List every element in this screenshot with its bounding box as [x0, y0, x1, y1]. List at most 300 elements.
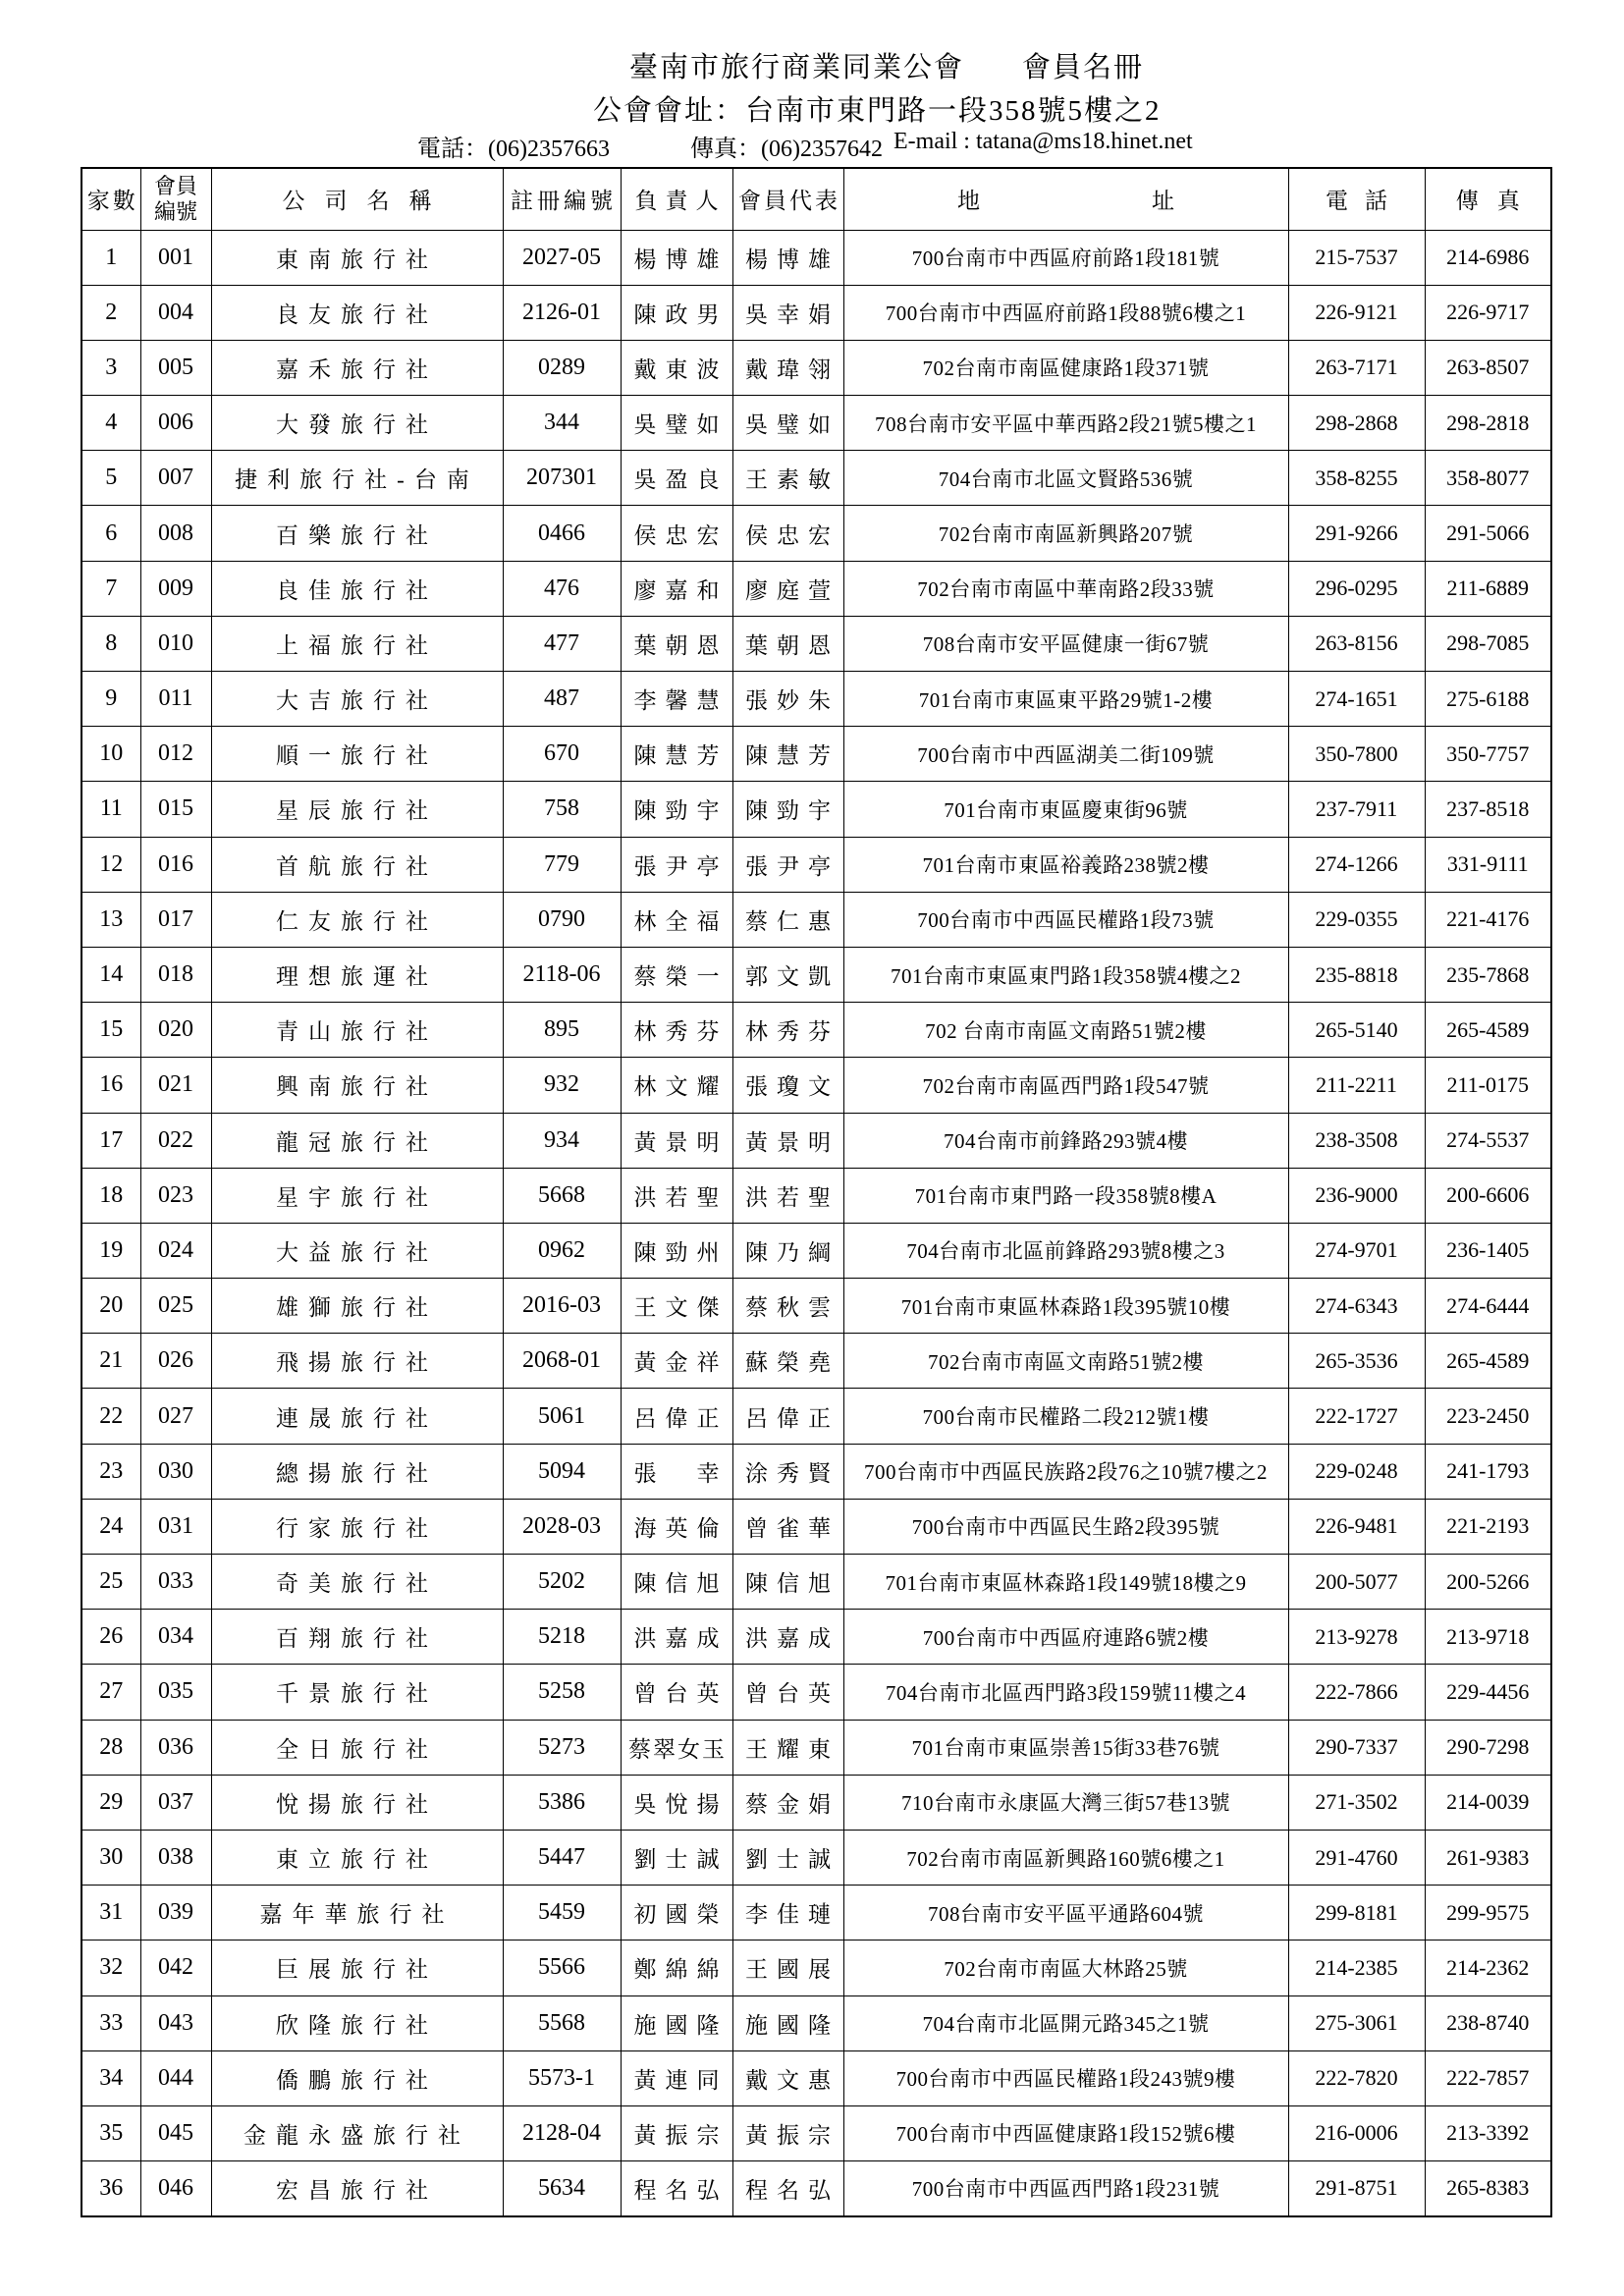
phone-number-cell: 291-8751	[1288, 2161, 1425, 2216]
registration-number-cell: 758	[503, 782, 621, 837]
company-name-cell: 僑鵬旅行社	[211, 2050, 503, 2105]
row-number-cell: 18	[81, 1168, 140, 1223]
header-company-name-label: 公司名稱	[282, 189, 452, 214]
row-number-cell: 8	[81, 616, 140, 671]
address-cell: 700台南市中西區健康路1段152號6樓	[843, 2105, 1288, 2160]
fax-number-cell: 200-5266	[1425, 1555, 1551, 1610]
registration-number-cell: 476	[503, 561, 621, 616]
member-representative-cell: 張妙朱	[732, 672, 843, 727]
member-number-cell: 043	[140, 1995, 211, 2050]
member-representative-cell: 郭文凱	[732, 947, 843, 1002]
row-number-cell: 12	[81, 837, 140, 892]
registration-number-cell: 2118-06	[503, 947, 621, 1002]
registration-number-cell: 0466	[503, 506, 621, 561]
phone-number-cell: 229-0355	[1288, 892, 1425, 947]
address-cell: 700台南市中西區府前路1段88號6樓之1	[843, 285, 1288, 340]
table-row	[81, 1830, 1551, 1885]
fax-number-cell: 236-1405	[1425, 1223, 1551, 1278]
owner-name-cell: 陳勁宇	[621, 782, 732, 837]
phone-number-cell: 211-2211	[1288, 1058, 1425, 1113]
company-name-cell: 欣隆旅行社	[211, 1995, 503, 2050]
table-row	[81, 561, 1551, 616]
address-cell: 708台南市安平區平通路604號	[843, 1886, 1288, 1941]
company-name-cell: 奇美旅行社	[211, 1555, 503, 1610]
owner-name-cell: 曾台英	[621, 1665, 732, 1720]
fax-number-cell: 213-3392	[1425, 2105, 1551, 2160]
document-subtitle: 會員名冊	[1022, 52, 1145, 83]
registration-number-cell: 5258	[503, 1665, 621, 1720]
member-representative-cell: 戴文惠	[732, 2050, 843, 2105]
row-number-cell: 19	[81, 1223, 140, 1278]
company-name-cell: 順一旅行社	[211, 727, 503, 782]
fax-number-cell: 235-7868	[1425, 947, 1551, 1002]
member-number-cell: 025	[140, 1279, 211, 1334]
member-representative-cell: 張尹亭	[732, 837, 843, 892]
address-cell: 704台南市前鋒路293號4樓	[843, 1113, 1288, 1168]
owner-name-cell: 林秀芬	[621, 1003, 732, 1058]
member-representative-cell: 楊博雄	[732, 230, 843, 285]
company-name-cell: 理想旅運社	[211, 947, 503, 1002]
phone-number-cell: 216-0006	[1288, 2105, 1425, 2160]
phone-number-cell: 274-1266	[1288, 837, 1425, 892]
owner-name-cell: 吳悅揚	[621, 1775, 732, 1830]
address-cell: 704台南市北區前鋒路293號8樓之3	[843, 1223, 1288, 1278]
row-number-cell: 13	[81, 892, 140, 947]
phone-number-cell: 265-3536	[1288, 1334, 1425, 1389]
member-representative-cell: 陳勁宇	[732, 782, 843, 837]
phone-number-cell: 274-6343	[1288, 1279, 1425, 1334]
fax-number-cell: 274-6444	[1425, 1279, 1551, 1334]
member-number-cell: 008	[140, 506, 211, 561]
phone-number-cell: 358-8255	[1288, 451, 1425, 506]
member-number-cell: 007	[140, 451, 211, 506]
company-name-cell: 仁友旅行社	[211, 892, 503, 947]
company-name-cell: 嘉禾旅行社	[211, 340, 503, 395]
member-representative-cell: 施國隆	[732, 1995, 843, 2050]
fax-number-cell: 331-9111	[1425, 837, 1551, 892]
company-name-cell: 嘉年華旅行社	[211, 1886, 503, 1941]
registration-number-cell: 5386	[503, 1775, 621, 1830]
fax-number-cell: 298-7085	[1425, 616, 1551, 671]
owner-name-cell: 張 幸	[621, 1444, 732, 1499]
header-address	[843, 168, 1346, 230]
company-name-cell: 良友旅行社	[211, 285, 503, 340]
registration-number-cell: 5273	[503, 1720, 621, 1775]
registration-number-cell: 895	[503, 1003, 621, 1058]
address-cell: 701台南市東門路一段358號8樓A	[843, 1168, 1288, 1223]
row-number-cell: 15	[81, 1003, 140, 1058]
fax-number-cell: 222-7857	[1425, 2050, 1551, 2105]
member-number-cell: 031	[140, 1499, 211, 1554]
address-cell: 704台南市北區開元路345之1號	[843, 1995, 1288, 2050]
member-representative-cell: 黃振宗	[732, 2105, 843, 2160]
registration-number-cell: 5668	[503, 1168, 621, 1223]
member-number-cell: 033	[140, 1555, 211, 1610]
registration-number-cell: 5634	[503, 2161, 621, 2216]
fax-number-cell: 226-9717	[1425, 285, 1551, 340]
owner-name-cell: 劉士誠	[621, 1830, 732, 1885]
member-number-cell: 020	[140, 1003, 211, 1058]
registration-number-cell: 207301	[503, 451, 621, 506]
member-representative-cell: 陳信旭	[732, 1555, 843, 1610]
phone-number-cell: 226-9481	[1288, 1499, 1425, 1554]
owner-name-cell: 陳信旭	[621, 1555, 732, 1610]
table-row	[81, 1995, 1551, 2050]
member-representative-cell: 曾雀華	[732, 1499, 843, 1554]
company-name-cell: 星辰旅行社	[211, 782, 503, 837]
association-email: E-mail : tatana@ms18.hinet.net	[893, 129, 1193, 154]
member-number-cell: 045	[140, 2105, 211, 2160]
address-cell: 701台南市東區林森路1段149號18樓之9	[843, 1555, 1288, 1610]
company-name-cell: 雄獅旅行社	[211, 1279, 503, 1334]
row-number-cell: 16	[81, 1058, 140, 1113]
table-row	[81, 837, 1551, 892]
phone-number-cell: 350-7800	[1288, 727, 1425, 782]
registration-number-cell: 5218	[503, 1610, 621, 1665]
table-row	[81, 1444, 1551, 1499]
header-representative-label: 會員代表	[738, 189, 840, 214]
phone-number-cell: 238-3508	[1288, 1113, 1425, 1168]
fax-number-cell: 275-6188	[1425, 672, 1551, 727]
owner-name-cell: 廖嘉和	[621, 561, 732, 616]
row-number-cell: 29	[81, 1775, 140, 1830]
phone-number-cell: 229-0248	[1288, 1444, 1425, 1499]
registration-number-cell: 779	[503, 837, 621, 892]
member-representative-cell: 陳慧芳	[732, 727, 843, 782]
table-row	[81, 672, 1551, 727]
fax-number-cell: 350-7757	[1425, 727, 1551, 782]
table-row	[81, 451, 1551, 506]
fax-number-cell: 265-8383	[1425, 2161, 1551, 2216]
registration-number-cell: 2027-05	[503, 230, 621, 285]
company-name-cell: 百樂旅行社	[211, 506, 503, 561]
phone-number-cell: 274-9701	[1288, 1223, 1425, 1278]
company-name-cell: 興南旅行社	[211, 1058, 503, 1113]
fax-number-cell: 261-9383	[1425, 1830, 1551, 1885]
owner-name-cell: 王文傑	[621, 1279, 732, 1334]
registration-number-cell: 0289	[503, 340, 621, 395]
owner-name-cell: 黃振宗	[621, 2105, 732, 2160]
row-number-cell: 20	[81, 1279, 140, 1334]
table-row	[81, 2105, 1551, 2160]
header-company-name	[211, 168, 503, 230]
fax-number-cell: 263-8507	[1425, 340, 1551, 395]
registration-number-cell: 2126-01	[503, 285, 621, 340]
table-row	[81, 1720, 1551, 1775]
phone-number-cell: 291-9266	[1288, 506, 1425, 561]
owner-name-cell: 程名弘	[621, 2161, 732, 2216]
owner-name-cell: 蔡榮一	[621, 947, 732, 1002]
member-number-cell: 022	[140, 1113, 211, 1168]
company-name-cell: 連晟旅行社	[211, 1389, 503, 1444]
fax-number-cell: 214-6986	[1425, 230, 1551, 285]
header-phone-label: 電話	[1326, 189, 1404, 214]
member-representative-cell: 葉朝恩	[732, 616, 843, 671]
company-name-cell: 百翔旅行社	[211, 1610, 503, 1665]
table-row	[81, 2161, 1551, 2216]
header-row-number	[81, 168, 140, 230]
registration-number-cell: 5459	[503, 1886, 621, 1941]
company-name-cell: 飛揚旅行社	[211, 1334, 503, 1389]
phone-number-cell: 275-3061	[1288, 1995, 1425, 2050]
member-number-cell: 038	[140, 1830, 211, 1885]
registration-number-cell: 670	[503, 727, 621, 782]
member-representative-cell: 涂秀賢	[732, 1444, 843, 1499]
address-cell: 708台南市安平區中華西路2段21號5樓之1	[843, 396, 1288, 451]
row-number-cell: 6	[81, 506, 140, 561]
table-row	[81, 1279, 1551, 1334]
row-number-cell: 23	[81, 1444, 140, 1499]
row-number-cell: 25	[81, 1555, 140, 1610]
row-number-cell: 3	[81, 340, 140, 395]
owner-name-cell: 吳盈良	[621, 451, 732, 506]
member-representative-cell: 洪嘉成	[732, 1610, 843, 1665]
phone-number-cell: 263-8156	[1288, 616, 1425, 671]
association-name: 臺南市旅行商業同業公會	[629, 52, 965, 83]
member-number-cell: 016	[140, 837, 211, 892]
fax-number-cell: 265-4589	[1425, 1003, 1551, 1058]
phone-number-cell: 298-2868	[1288, 396, 1425, 451]
owner-name-cell: 施國隆	[621, 1995, 732, 2050]
member-number-cell: 015	[140, 782, 211, 837]
owner-name-cell: 林文耀	[621, 1058, 732, 1113]
owner-name-cell: 戴東波	[621, 340, 732, 395]
member-representative-cell: 蔡金娟	[732, 1775, 843, 1830]
row-number-cell: 14	[81, 947, 140, 1002]
fax-number-cell: 214-2362	[1425, 1941, 1551, 1995]
owner-name-cell: 陳慧芳	[621, 727, 732, 782]
owner-name-cell: 黃連同	[621, 2050, 732, 2105]
owner-name-cell: 洪嘉成	[621, 1610, 732, 1665]
address-cell: 702台南市南區健康路1段371號	[843, 340, 1288, 395]
registration-number-cell: 5566	[503, 1941, 621, 1995]
owner-name-cell: 吳璧如	[621, 396, 732, 451]
phone-number-cell: 265-5140	[1288, 1003, 1425, 1058]
table-body	[81, 230, 1551, 2216]
address-cell: 702台南市南區大林路25號	[843, 1941, 1288, 1995]
phone-number-cell: 236-9000	[1288, 1168, 1425, 1223]
phone-number-cell: 226-9121	[1288, 285, 1425, 340]
owner-name-cell: 蔡翠女玉	[621, 1720, 732, 1775]
company-name-cell: 大發旅行社	[211, 396, 503, 451]
member-number-cell: 023	[140, 1168, 211, 1223]
member-representative-cell: 蔡秋雲	[732, 1279, 843, 1334]
table-row	[81, 1665, 1551, 1720]
table-row	[81, 285, 1551, 340]
association-fax: 傳真：(06)2357642	[690, 137, 883, 162]
member-number-cell: 017	[140, 892, 211, 947]
member-representative-cell: 戴瑋翎	[732, 340, 843, 395]
phone-number-cell: 222-7866	[1288, 1665, 1425, 1720]
header-member-number	[140, 168, 211, 230]
address-cell: 704台南市北區文賢路536號	[843, 451, 1288, 506]
member-number-cell: 021	[140, 1058, 211, 1113]
table-row	[81, 1003, 1551, 1058]
owner-name-cell: 黃金祥	[621, 1334, 732, 1389]
table-row	[81, 616, 1551, 671]
table-row	[81, 396, 1551, 451]
company-name-cell: 宏昌旅行社	[211, 2161, 503, 2216]
address-cell: 701台南市東區林森路1段395號10樓	[843, 1279, 1288, 1334]
phone-number-cell: 274-1651	[1288, 672, 1425, 727]
member-representative-cell: 王國展	[732, 1941, 843, 1995]
header-owner-label: 負責人	[634, 189, 727, 214]
phone-number-cell: 215-7537	[1288, 230, 1425, 285]
member-representative-cell: 蔡仁惠	[732, 892, 843, 947]
header-registration-number-label: 註冊編號	[511, 189, 617, 214]
header-row-number-label: 家數	[86, 189, 138, 214]
address-cell: 704台南市北區西門路3段159號11樓之4	[843, 1665, 1288, 1720]
member-number-cell: 037	[140, 1775, 211, 1830]
registration-number-cell: 5447	[503, 1830, 621, 1885]
company-name-cell: 青山旅行社	[211, 1003, 503, 1058]
member-representative-cell: 程名弘	[732, 2161, 843, 2216]
address-cell: 700台南市中西區民權路1段243號9樓	[843, 2050, 1288, 2105]
member-representative-cell: 李佳璉	[732, 1886, 843, 1941]
phone-number-cell: 235-8818	[1288, 947, 1425, 1002]
table-row	[81, 2050, 1551, 2105]
fax-number-cell: 200-6606	[1425, 1168, 1551, 1223]
table-row	[81, 1058, 1551, 1113]
fax-number-cell: 213-9718	[1425, 1610, 1551, 1665]
owner-name-cell: 林全福	[621, 892, 732, 947]
table-row	[81, 506, 1551, 561]
fax-number-cell: 290-7298	[1425, 1720, 1551, 1775]
phone-number-cell: 237-7911	[1288, 782, 1425, 837]
header-representative	[732, 168, 843, 230]
table-row	[81, 1499, 1551, 1554]
row-number-cell: 5	[81, 451, 140, 506]
member-number-cell: 009	[140, 561, 211, 616]
header-address-label: 地址	[957, 189, 1346, 214]
company-name-cell: 全日旅行社	[211, 1720, 503, 1775]
address-cell: 702台南市南區中華南路2段33號	[843, 561, 1288, 616]
registration-number-cell: 5061	[503, 1389, 621, 1444]
row-number-cell: 21	[81, 1334, 140, 1389]
registration-number-cell: 487	[503, 672, 621, 727]
member-number-cell: 010	[140, 616, 211, 671]
phone-number-cell: 214-2385	[1288, 1941, 1425, 1995]
row-number-cell: 9	[81, 672, 140, 727]
registration-number-cell: 2016-03	[503, 1279, 621, 1334]
member-number-cell: 036	[140, 1720, 211, 1775]
address-cell: 700台南市中西區民族路2段76之10號7樓之2	[843, 1444, 1288, 1499]
member-representative-cell: 洪若聖	[732, 1168, 843, 1223]
member-number-cell: 012	[140, 727, 211, 782]
row-number-cell: 26	[81, 1610, 140, 1665]
owner-name-cell: 葉朝恩	[621, 616, 732, 671]
header-member-number-line1: 會員	[153, 173, 197, 198]
address-cell: 702台南市南區新興路160號6樓之1	[843, 1830, 1288, 1885]
table-row	[81, 1389, 1551, 1444]
owner-name-cell: 張尹亭	[621, 837, 732, 892]
table-row	[81, 727, 1551, 782]
phone-number-cell: 290-7337	[1288, 1720, 1425, 1775]
member-number-cell: 011	[140, 672, 211, 727]
address-cell: 701台南市東區慶東街96號	[843, 782, 1288, 837]
row-number-cell: 10	[81, 727, 140, 782]
association-phone: 電話：(06)2357663	[417, 137, 610, 162]
table-row	[81, 1775, 1551, 1830]
owner-name-cell: 李馨慧	[621, 672, 732, 727]
member-number-cell: 018	[140, 947, 211, 1002]
registration-number-cell: 0962	[503, 1223, 621, 1278]
table-row	[81, 230, 1551, 285]
fax-number-cell: 211-0175	[1425, 1058, 1551, 1113]
phone-number-cell: 296-0295	[1288, 561, 1425, 616]
row-number-cell: 28	[81, 1720, 140, 1775]
member-number-cell: 027	[140, 1389, 211, 1444]
fax-number-cell: 229-4456	[1425, 1665, 1551, 1720]
row-number-cell: 1	[81, 230, 140, 285]
phone-number-cell: 213-9278	[1288, 1610, 1425, 1665]
member-number-cell: 035	[140, 1665, 211, 1720]
fax-number-cell: 298-2818	[1425, 396, 1551, 451]
registration-number-cell: 2028-03	[503, 1499, 621, 1554]
table-row	[81, 892, 1551, 947]
address-cell: 700台南市中西區西門路1段231號	[843, 2161, 1288, 2216]
registration-number-cell: 477	[503, 616, 621, 671]
row-number-cell: 31	[81, 1886, 140, 1941]
company-name-cell: 上福旅行社	[211, 616, 503, 671]
header-fax	[1425, 168, 1551, 230]
fax-number-cell: 299-9575	[1425, 1886, 1551, 1941]
member-number-cell: 026	[140, 1334, 211, 1389]
address-cell: 701台南市東區東門路1段358號4樓之2	[843, 947, 1288, 1002]
member-number-cell: 030	[140, 1444, 211, 1499]
table-row	[81, 1334, 1551, 1389]
owner-name-cell: 陳政男	[621, 285, 732, 340]
row-number-cell: 36	[81, 2161, 140, 2216]
address-cell: 701台南市東區東平路29號1-2樓	[843, 672, 1288, 727]
address-cell: 700台南市中西區民權路1段73號	[843, 892, 1288, 947]
row-number-cell: 32	[81, 1941, 140, 1995]
registration-number-cell: 5202	[503, 1555, 621, 1610]
company-name-cell: 總揚旅行社	[211, 1444, 503, 1499]
address-cell: 700台南市中西區府連路6號2樓	[843, 1610, 1288, 1665]
member-representative-cell: 曾台英	[732, 1665, 843, 1720]
table-row	[81, 1941, 1551, 1995]
fax-number-cell: 221-2193	[1425, 1499, 1551, 1554]
address-cell: 708台南市安平區健康一街67號	[843, 616, 1288, 671]
member-representative-cell: 張瓊文	[732, 1058, 843, 1113]
address-cell: 702台南市南區西門路1段547號	[843, 1058, 1288, 1113]
owner-name-cell: 鄭綿綿	[621, 1941, 732, 1995]
fax-number-cell: 274-5537	[1425, 1113, 1551, 1168]
row-number-cell: 27	[81, 1665, 140, 1720]
registration-number-cell: 2068-01	[503, 1334, 621, 1389]
owner-name-cell: 海英倫	[621, 1499, 732, 1554]
owner-name-cell: 黃景明	[621, 1113, 732, 1168]
table-row	[81, 782, 1551, 837]
company-name-cell: 星宇旅行社	[211, 1168, 503, 1223]
row-number-cell: 4	[81, 396, 140, 451]
phone-number-cell: 271-3502	[1288, 1775, 1425, 1830]
registration-number-cell: 5573-1	[503, 2050, 621, 2105]
table-row	[81, 947, 1551, 1002]
company-name-cell: 行家旅行社	[211, 1499, 503, 1554]
company-name-cell: 千景旅行社	[211, 1665, 503, 1720]
table-row	[81, 1555, 1551, 1610]
row-number-cell: 30	[81, 1830, 140, 1885]
phone-number-cell: 263-7171	[1288, 340, 1425, 395]
registration-number-cell: 2128-04	[503, 2105, 621, 2160]
table-row	[81, 340, 1551, 395]
phone-number-cell: 222-1727	[1288, 1389, 1425, 1444]
company-name-cell: 龍冠旅行社	[211, 1113, 503, 1168]
member-representative-cell: 王耀東	[732, 1720, 843, 1775]
table-row	[81, 1886, 1551, 1941]
